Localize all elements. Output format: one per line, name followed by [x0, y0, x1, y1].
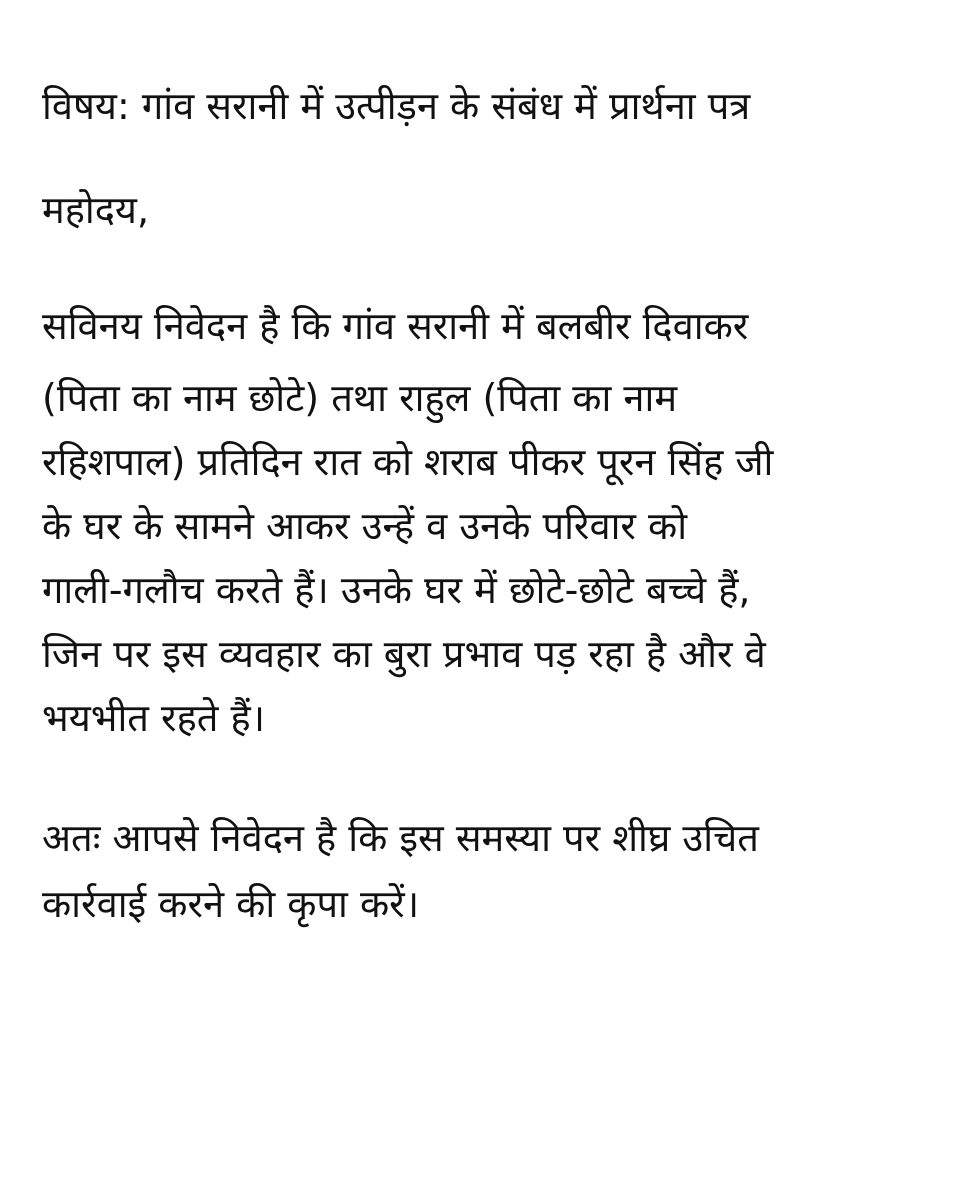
- body-line: सविनय निवेदन है कि गांव सरानी में बलबीर दिवाकर: [42, 304, 749, 348]
- salutation: महोदय,: [42, 188, 150, 232]
- subject-line: विषय: गांव सरानी में उत्पीड़न के संबंध में प्रार्थना पत्र: [42, 84, 751, 128]
- body-line: के घर के सामने आकर उन्हें व उनके परिवार को: [42, 504, 688, 548]
- body-line: भयभीत रहते हैं।: [42, 696, 266, 740]
- body-line: (पिता का नाम छोटे) तथा राहुल (पिता का नाम: [42, 376, 678, 420]
- request-line: कार्रवाई करने की कृपा करें।: [42, 882, 420, 926]
- request-line: अतः आपसे निवेदन है कि इस समस्या पर शीघ्र उचित: [42, 816, 759, 860]
- body-line: गाली-गलौच करते हैं। उनके घर में छोटे-छोटे बच्चे हैं,: [42, 568, 751, 612]
- body-line: जिन पर इस व्यवहार का बुरा प्रभाव पड़ रहा है और वे: [42, 632, 766, 676]
- body-line: रहिशपाल) प्रतिदिन रात को शराब पीकर पूरन सिंह जी: [42, 440, 774, 484]
